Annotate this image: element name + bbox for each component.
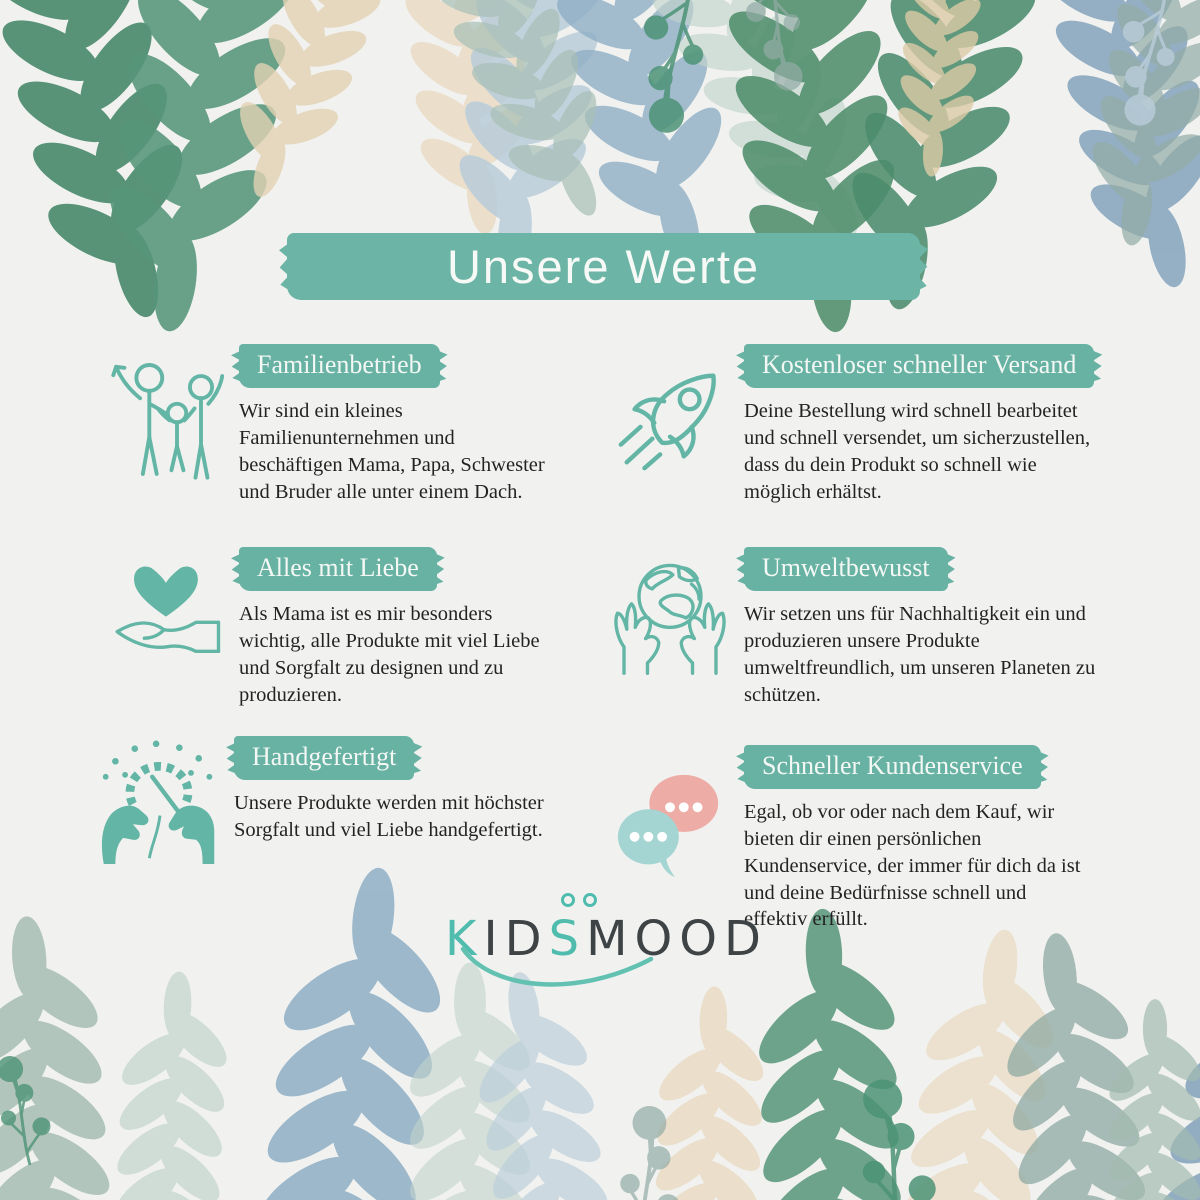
section-body-text: Wir sind ein kleines Familienunternehmen und beschäftigen Mama, Papa, Schwester und Bruder alle unter einem Dach. [239,400,545,503]
section-handgefertigt [96,736,563,866]
section-body-text: Unsere Produkte werden mit höchster Sorgfalt und viel Liebe handgefertigt. [234,792,544,841]
section-familienbetrieb [103,344,563,505]
page-title: Unsere Werte [446,240,761,293]
section-heading: Kostenloser schneller Versand [762,350,1077,379]
logo-letters-mood: MOOD [586,911,769,967]
logo-letter-s: S [548,911,587,967]
section-heading-banner [234,736,414,780]
section-heading: Handgefertigt [252,742,397,771]
hands-holding-globe-icon [608,553,732,708]
section-liebe [103,547,563,708]
section-body-text: Egal, ob vor oder nach dem Kauf, wir bieten dir einen persönlichen Kundenservice, der immer für dich da ist und deine Bedürfnisse schnell und effektiv erfüllt. [744,801,1081,931]
section-heading-banner [744,344,1094,388]
section-versand [608,344,1108,505]
title-banner [287,233,920,300]
logo-umlaut-dot-icon [561,893,575,907]
section-heading: Familienbetrieb [257,350,422,379]
section-heading: Alles mit Liebe [257,553,419,582]
section-body-text: Als Mama ist es mir besonders wichtig, alle Produkte mit viel Liebe und Sorgfalt zu designen und zu produzieren. [239,603,540,706]
rocket-icon [608,362,732,505]
heart-in-hand-icon [103,553,227,708]
section-body-text: Deine Bestellung wird schnell bearbeitet und schnell versendet, um sicherzustellen, dass du dein Produkt so schnell wie möglich erhältst. [744,400,1091,503]
logo-letter-k: K [445,911,484,967]
handmade-beading-icon [96,736,222,866]
section-heading: Umweltbewusst [762,553,930,582]
section-umweltbewusst [608,547,1108,708]
section-heading-banner [744,547,948,591]
section-body-text: Wir setzen uns für Nachhaltigkeit ein und produzieren unsere Produkte umweltfreundlich, um unseren Planeten zu schützen. [744,603,1096,706]
section-heading-banner [239,344,440,388]
kidsmood-logo [445,893,769,998]
family-icon [103,350,227,505]
logo-letters-id: ID [483,911,549,967]
logo-umlaut-dot-icon [583,893,597,907]
section-heading-banner [744,745,1041,789]
section-heading-banner [239,547,437,591]
section-heading: Schneller Kundenservice [762,751,1023,780]
logo-smile-icon [455,943,665,1001]
